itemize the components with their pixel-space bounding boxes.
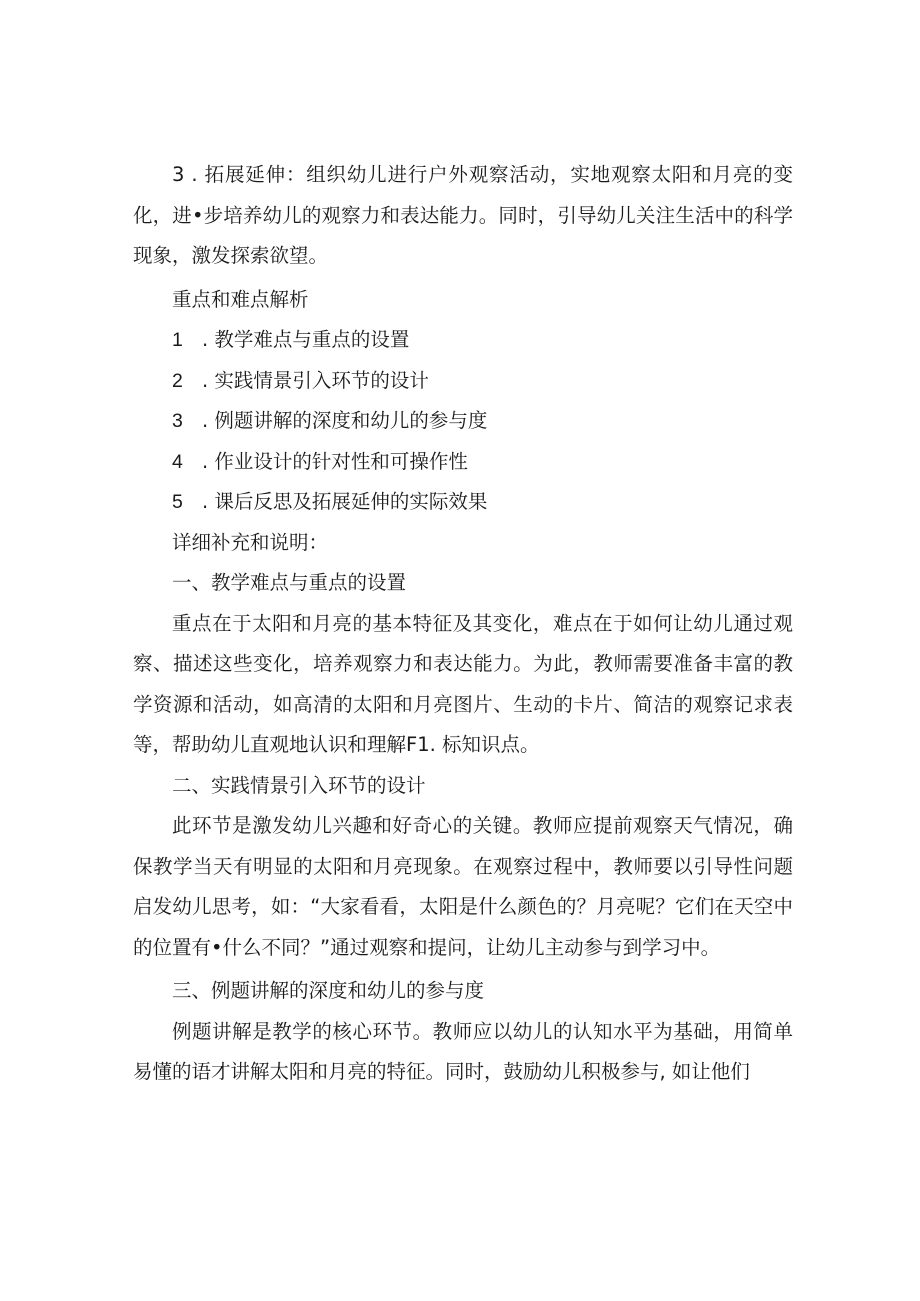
part3-title: 三、例题讲解的深度和幼儿的参与度 <box>172 979 485 1002</box>
list-item-text: . 实践情景引入环节的设计 <box>202 368 429 392</box>
list-item-text: . 作业设计的针对性和可操作性 <box>202 449 468 473</box>
list-item-number: 2 <box>172 369 183 392</box>
list-item <box>133 320 793 361</box>
list-item-text: . 课后反思及拓展延伸的实际效果 <box>202 490 488 513</box>
supplement-title: 详细补充和说明： <box>172 530 329 554</box>
list-item-number: 1 <box>172 329 183 351</box>
list-item <box>133 482 793 523</box>
part2-paragraph: 此环节是激发幼儿兴趣和好奇心的关键。教师应提前观察天气情况，确保教学当天有明显的太阳和月亮现象。在观察过程中，教师要以引导性问题启发幼儿思考，如：“大家看看，太阳是什么颜色的？月亮呢？它们在天空中的位置有•什么不同？”通过观察和提问，让幼儿主动参与到学习中。 <box>133 814 793 959</box>
list-item-text: . 教学难点与重点的设置 <box>202 328 410 351</box>
list-item <box>133 401 793 442</box>
list-item-number: 3 <box>172 410 183 432</box>
list-item-text: . 例题讲解的深度和幼儿的参与度 <box>202 409 488 432</box>
section-title: 重点和难点解析 <box>172 287 309 311</box>
document-body <box>133 155 793 1093</box>
list-item <box>133 442 793 483</box>
intro-paragraph: 3 . 拓展延伸：组织幼儿进行户外观察活动，实地观察太阳和月亮的变化，进•步培养幼儿的观察力和表达能力。同时，引导幼儿关注生活中的科学现象，激发探索欲望。 <box>133 163 793 267</box>
part1-title: 一、教学难点与重点的设置 <box>172 571 407 594</box>
part1-paragraph: 重点在于太阳和月亮的基本特征及其变化，难点在于如何让幼儿通过观察、描述这些变化，培养观察力和表达能力。为此，教师需要准备丰富的教学资源和活动，如高清的太阳和月亮图片、生动的卡片、简洁的观察记求表等，帮助幼儿直观地认识和理解F1. 标知识点。 <box>133 611 793 756</box>
part3-paragraph: 例题讲解是教学的核心环节。教师应以幼儿的认知水平为基础，用简单易懂的语才讲解太阳和月亮的特征。同时，鼓励幼儿积极参与, 如让他们 <box>133 1019 793 1083</box>
part2-title: 二、实践情景引入环节的设计 <box>172 773 426 797</box>
list-item-number: 5 <box>172 491 183 513</box>
list-item-number: 4 <box>172 450 183 473</box>
list-item <box>133 361 793 402</box>
